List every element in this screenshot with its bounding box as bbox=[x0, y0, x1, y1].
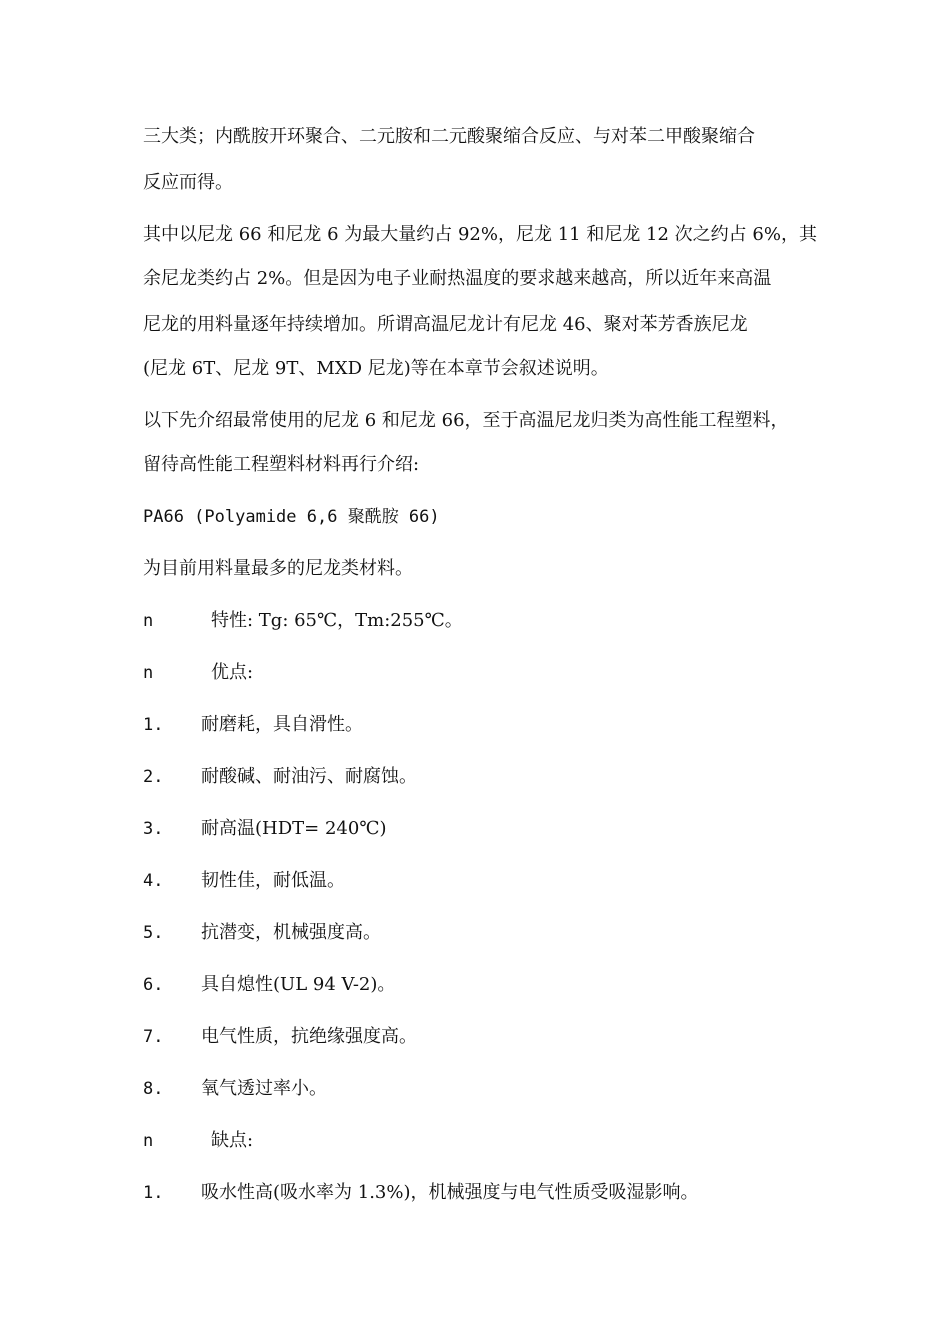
section-heading: PA66 (Polyamide 6,6 聚酰胺 66) bbox=[143, 507, 440, 527]
bullet-disadvantages bbox=[143, 1129, 253, 1153]
bullet-advantages bbox=[143, 661, 253, 685]
list-text: 抗潜变，机械强度高。 bbox=[201, 922, 381, 943]
list-number: 6. bbox=[143, 975, 164, 995]
list-item bbox=[143, 713, 363, 737]
list-text: 吸水性高(吸水率为 1.3%)，机械强度与电气性质受吸湿影响。 bbox=[201, 1182, 699, 1203]
bullet-text: 特性: Tg: 65℃，Tm:255℃。 bbox=[211, 610, 463, 631]
list-number: 3. bbox=[143, 819, 164, 839]
list-number: 1. bbox=[143, 1183, 164, 1203]
paragraph-line: 其中以尼龙 66 和尼龙 6 为最大量约占 92%，尼龙 11 和尼龙 12 次之约占 6%，其 bbox=[143, 224, 817, 245]
list-text: 氧气透过率小。 bbox=[201, 1078, 327, 1099]
list-number: 2. bbox=[143, 767, 164, 787]
list-text: 具自熄性(UL 94 V-2)。 bbox=[201, 974, 396, 995]
list-item bbox=[143, 1077, 327, 1101]
bullet-marker: n bbox=[143, 663, 154, 683]
paragraph-line: 尼龙的用料量逐年持续增加。所谓高温尼龙计有尼龙 46、聚对苯芳香族尼龙 bbox=[143, 314, 748, 335]
list-number: 7. bbox=[143, 1027, 164, 1047]
list-item bbox=[143, 1181, 699, 1205]
bullet-text: 优点: bbox=[211, 662, 254, 683]
list-text: 耐高温(HDT= 240℃) bbox=[201, 818, 387, 839]
paragraph-line: 余尼龙类约占 2%。但是因为电子业耐热温度的要求越来越高，所以近年来高温 bbox=[143, 268, 772, 289]
bullet-text: 缺点: bbox=[211, 1130, 254, 1151]
list-item bbox=[143, 817, 386, 841]
bullet-marker: n bbox=[143, 611, 154, 631]
list-item bbox=[143, 765, 417, 789]
list-item bbox=[143, 869, 345, 893]
paragraph-line: (尼龙 6T、尼龙 9T、MXD 尼龙)等在本章节会叙述说明。 bbox=[143, 358, 609, 379]
list-number: 8. bbox=[143, 1079, 164, 1099]
list-item bbox=[143, 1025, 417, 1049]
paragraph-line: 三大类；内酰胺开环聚合、二元胺和二元酸聚缩合反应、与对苯二甲酸聚缩合 bbox=[143, 126, 755, 147]
section-intro: 为目前用料量最多的尼龙类材料。 bbox=[143, 558, 413, 579]
bullet-properties bbox=[143, 609, 463, 633]
paragraph-line: 以下先介绍最常使用的尼龙 6 和尼龙 66，至于高温尼龙归类为高性能工程塑料， bbox=[143, 410, 789, 431]
bullet-marker: n bbox=[143, 1131, 154, 1151]
list-number: 4. bbox=[143, 871, 164, 891]
paragraph-line: 留待高性能工程塑料材料再行介绍: bbox=[143, 454, 420, 475]
paragraph-line: 反应而得。 bbox=[143, 172, 233, 193]
list-number: 5. bbox=[143, 923, 164, 943]
list-text: 韧性佳，耐低温。 bbox=[201, 870, 345, 891]
list-item bbox=[143, 921, 381, 945]
list-number: 1. bbox=[143, 715, 164, 735]
list-text: 耐酸碱、耐油污、耐腐蚀。 bbox=[201, 766, 417, 787]
list-text: 电气性质，抗绝缘强度高。 bbox=[201, 1026, 417, 1047]
list-item bbox=[143, 973, 395, 997]
list-text: 耐磨耗，具自滑性。 bbox=[201, 714, 363, 735]
